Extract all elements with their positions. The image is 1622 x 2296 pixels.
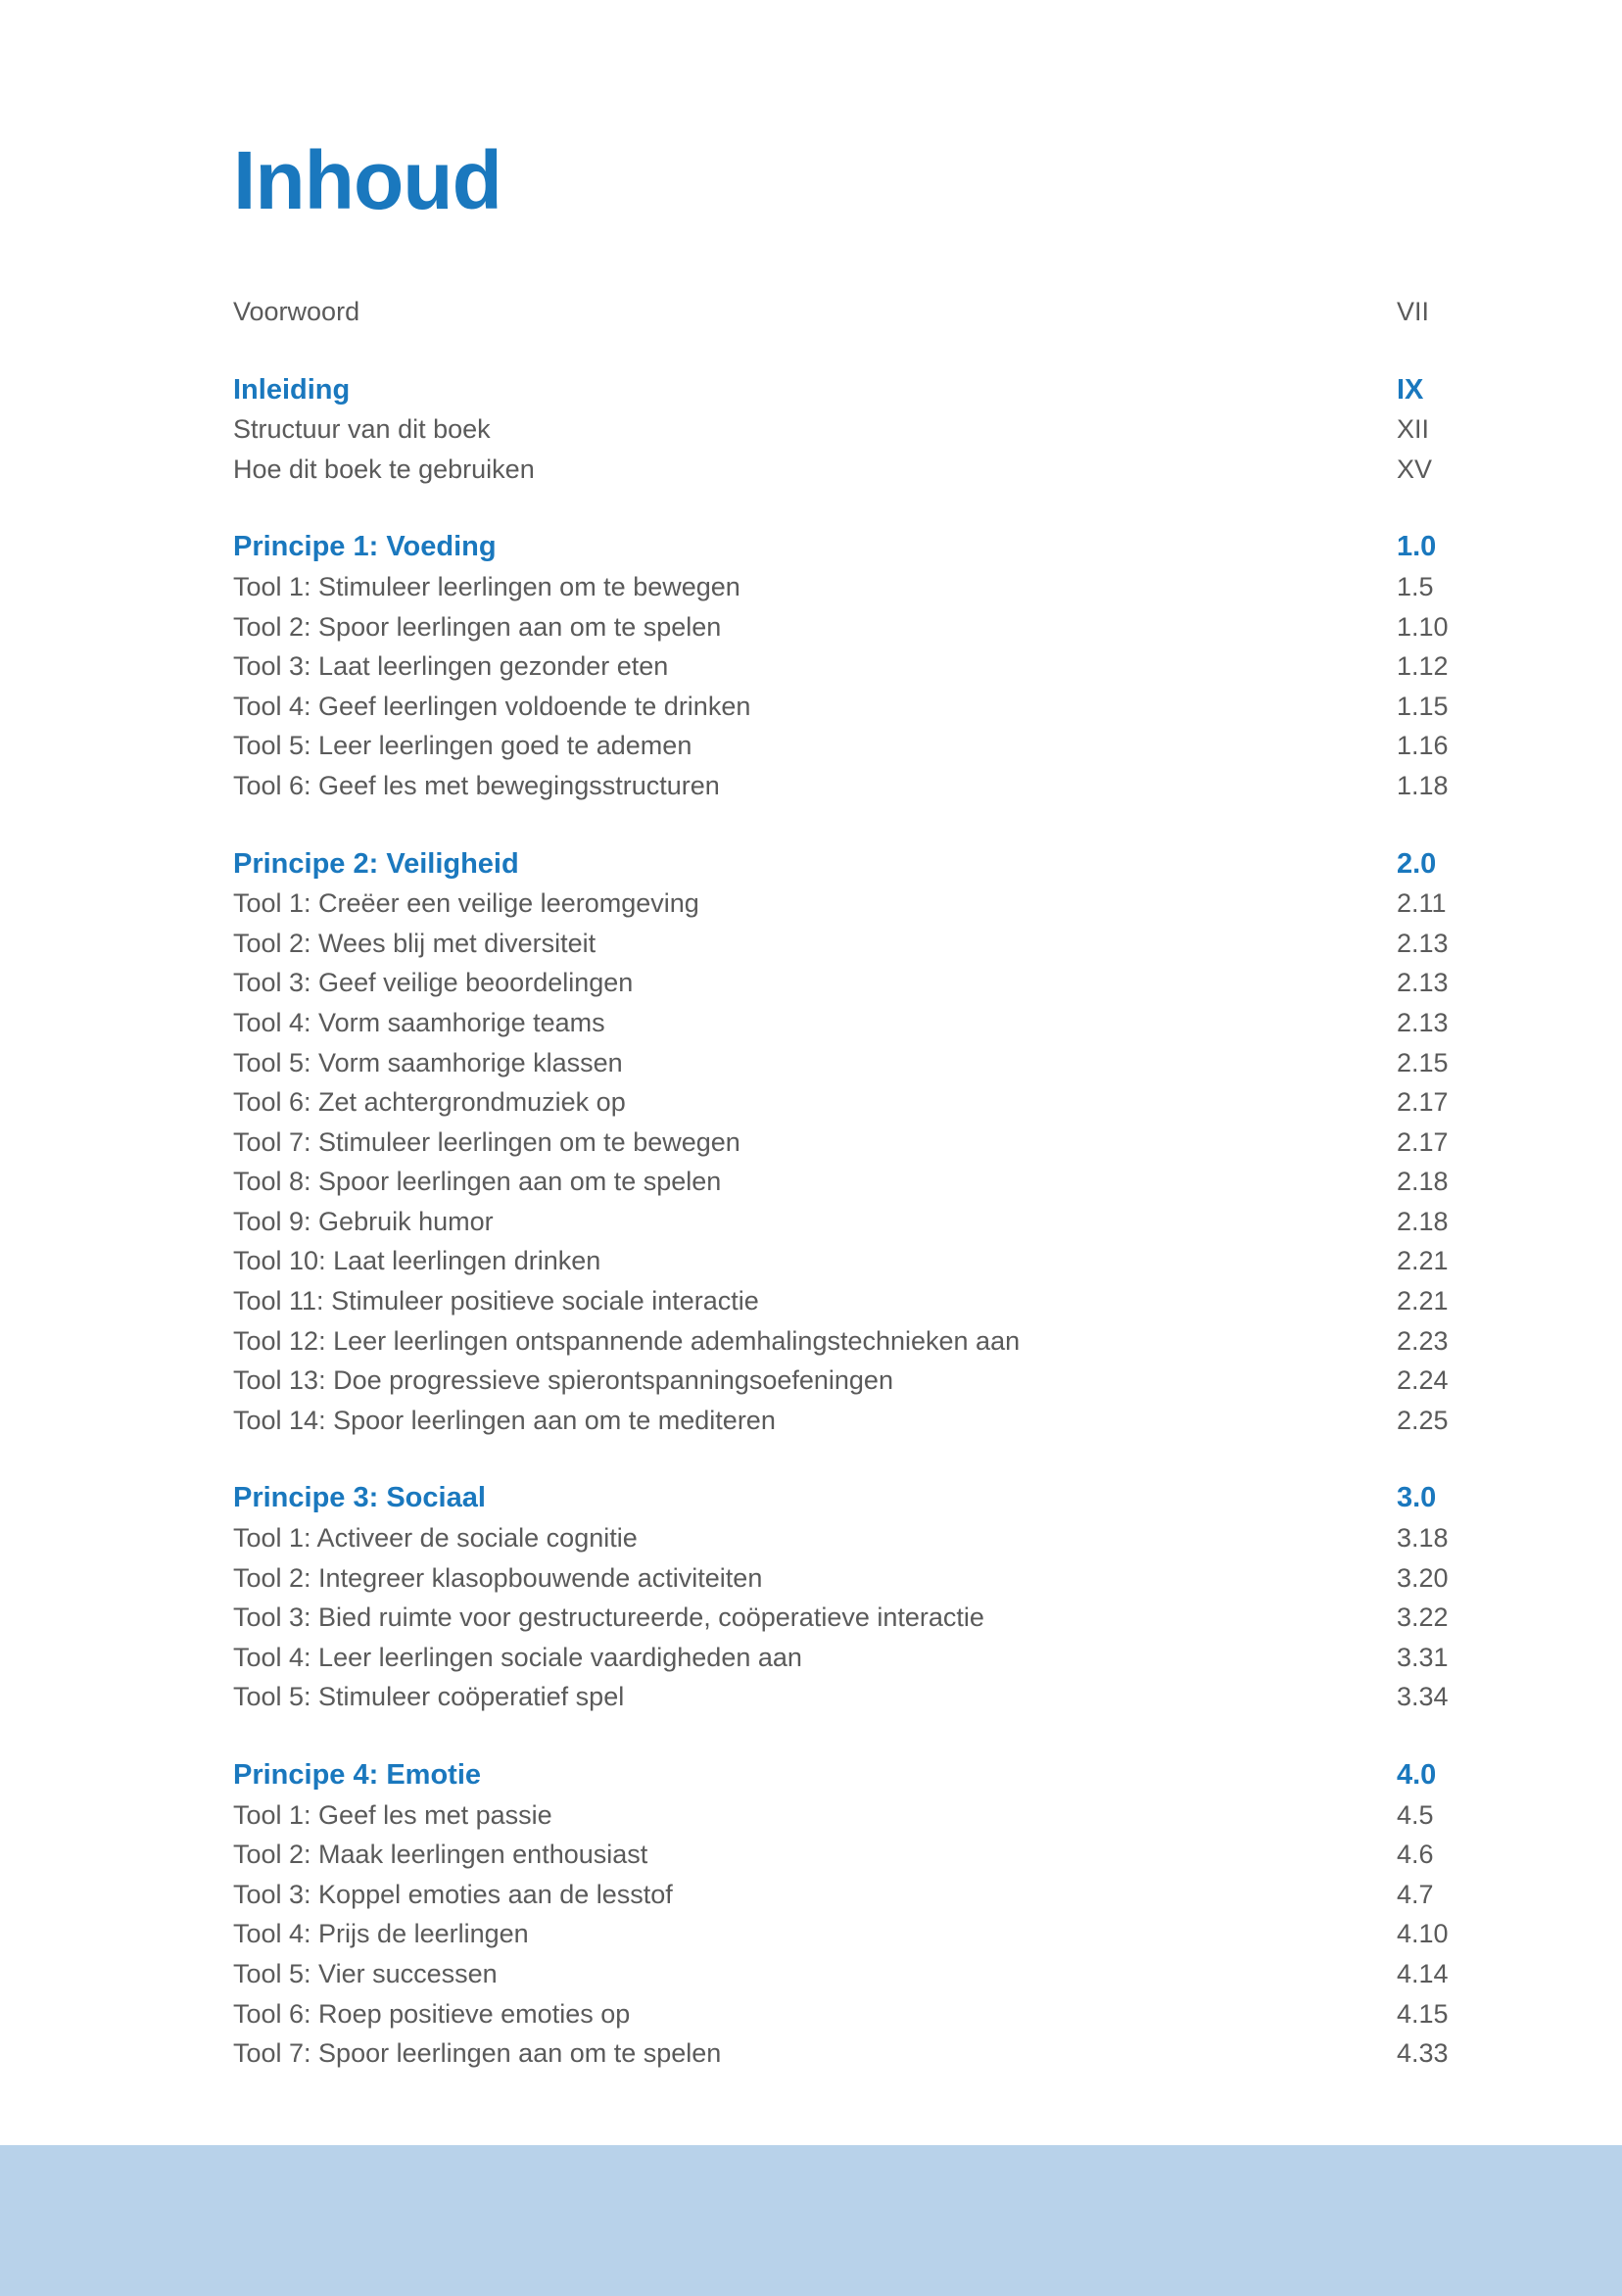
toc-entry[interactable] xyxy=(233,1875,1448,1915)
toc-entry-label: Tool 3: Laat leerlingen gezonder eten xyxy=(233,651,669,682)
toc-entry-label: Tool 1: Geef les met passie xyxy=(233,1799,552,1830)
toc-entry-page: 1.12 xyxy=(1397,651,1449,682)
footer-band xyxy=(0,2145,1622,2296)
toc-entry-page: 3.31 xyxy=(1397,1642,1449,1672)
toc-entry[interactable] xyxy=(233,1835,1448,1875)
toc-entry-label: Tool 3: Geef veilige beoordelingen xyxy=(233,968,634,998)
toc-entry-page: 2.21 xyxy=(1397,1286,1449,1316)
toc-entry[interactable] xyxy=(233,1241,1448,1281)
toc-heading-label: Inleiding xyxy=(233,373,351,406)
toc-entry-label: Tool 7: Spoor leerlingen aan om te spelen xyxy=(233,2038,722,2069)
toc-heading-page: IX xyxy=(1397,373,1424,406)
toc-heading-label: Principe 3: Sociaal xyxy=(233,1482,486,1514)
toc-section-heading[interactable] xyxy=(233,1755,1448,1795)
toc-entry[interactable] xyxy=(233,1677,1448,1717)
toc-entry-label: Tool 3: Koppel emoties aan de lesstof xyxy=(233,1879,673,1909)
toc-heading-label: Principe 1: Voeding xyxy=(233,531,497,563)
toc-entry-page: 3.22 xyxy=(1397,1602,1449,1633)
toc-entry-label: Tool 5: Vier successen xyxy=(233,1958,498,1988)
toc-entry-label: Tool 8: Spoor leerlingen aan om te spelen xyxy=(233,1167,722,1197)
toc-entry[interactable] xyxy=(233,726,1448,766)
toc-entry-page: 2.18 xyxy=(1397,1206,1449,1236)
toc-entry-label: Tool 5: Vorm saamhorige klassen xyxy=(233,1047,623,1077)
toc-section-principe-4 xyxy=(233,1755,1448,2074)
toc-entry-page: 1.16 xyxy=(1397,731,1449,761)
toc-entry-page: 2.13 xyxy=(1397,1007,1449,1037)
toc-entry-label: Tool 12: Leer leerlingen ontspannende ademhalingstechnieken aan xyxy=(233,1325,1021,1356)
toc-entry-page: 3.34 xyxy=(1397,1682,1449,1712)
toc-entry[interactable] xyxy=(233,687,1448,727)
toc-entry-label: Structuur van dit boek xyxy=(233,414,491,445)
toc-entry-page: 4.14 xyxy=(1397,1958,1449,1988)
toc-entry-page: 2.21 xyxy=(1397,1246,1449,1276)
toc-entry-label: Tool 6: Roep positieve emoties op xyxy=(233,1998,631,2029)
toc-entry[interactable] xyxy=(233,1281,1448,1321)
toc-entry-label: Tool 2: Wees blij met diversiteit xyxy=(233,928,596,958)
toc-heading-page: 2.0 xyxy=(1397,847,1437,880)
toc-section-principe-3 xyxy=(233,1478,1448,1717)
toc-entry-label: Tool 4: Vorm saamhorige teams xyxy=(233,1007,605,1037)
toc-entry-page: 4.7 xyxy=(1397,1879,1434,1909)
toc-entry[interactable] xyxy=(233,1361,1448,1401)
toc-section-principe-1 xyxy=(233,527,1448,805)
toc-entry-label: Tool 4: Prijs de leerlingen xyxy=(233,1919,529,1949)
toc-entry-page: 2.15 xyxy=(1397,1047,1449,1077)
toc-entry[interactable] xyxy=(233,1401,1448,1441)
toc-entry[interactable] xyxy=(233,766,1448,806)
toc-entry[interactable] xyxy=(233,1598,1448,1638)
toc-entry-label: Hoe dit boek te gebruiken xyxy=(233,454,535,484)
toc-heading-page: 4.0 xyxy=(1397,1759,1437,1791)
toc-entry-label: Voorwoord xyxy=(233,297,360,326)
toc-section-heading[interactable] xyxy=(233,370,1448,410)
toc-heading-page: 3.0 xyxy=(1397,1482,1437,1514)
toc-entry-page: VII xyxy=(1397,297,1430,326)
toc-entry-label: Tool 3: Bied ruimte voor gestructureerde, coöperatieve interactie xyxy=(233,1602,984,1633)
toc-entry[interactable] xyxy=(233,1082,1448,1123)
table-of-contents xyxy=(233,292,1448,2074)
toc-entry-label: Tool 4: Geef leerlingen voldoende te drinken xyxy=(233,691,751,721)
toc-entry[interactable] xyxy=(233,2033,1448,2074)
toc-entry[interactable] xyxy=(233,1994,1448,2034)
toc-entry[interactable] xyxy=(233,963,1448,1003)
toc-entry-page: 2.23 xyxy=(1397,1325,1449,1356)
toc-section-heading[interactable] xyxy=(233,527,1448,567)
toc-entry-label: Tool 11: Stimuleer positieve sociale interactie xyxy=(233,1286,759,1316)
toc-entry-page: 1.18 xyxy=(1397,770,1449,800)
toc-entry-label: Tool 1: Activeer de sociale cognitie xyxy=(233,1523,638,1554)
toc-entry-label: Tool 7: Stimuleer leerlingen om te bewegen xyxy=(233,1126,740,1157)
toc-heading-page: 1.0 xyxy=(1397,531,1437,563)
toc-entry-page: 3.18 xyxy=(1397,1523,1449,1554)
toc-entry-page: 2.13 xyxy=(1397,928,1449,958)
toc-entry-label: Tool 2: Spoor leerlingen aan om te spelen xyxy=(233,611,722,642)
toc-entry[interactable] xyxy=(233,1954,1448,1994)
toc-entry-page: 3.20 xyxy=(1397,1562,1449,1593)
toc-entry-page: 1.15 xyxy=(1397,691,1449,721)
toc-heading-label: Principe 4: Emotie xyxy=(233,1759,482,1791)
toc-entry[interactable] xyxy=(233,1321,1448,1362)
toc-entry[interactable] xyxy=(233,567,1448,607)
toc-entry-label: Tool 5: Leer leerlingen goed te ademen xyxy=(233,731,692,761)
toc-entry-label: Tool 6: Zet achtergrondmuziek op xyxy=(233,1087,626,1118)
toc-entry-page: 1.5 xyxy=(1397,571,1434,601)
toc-entry-page: 2.17 xyxy=(1397,1087,1449,1118)
toc-entry-page: XV xyxy=(1397,454,1433,484)
toc-entry-page: 4.10 xyxy=(1397,1919,1449,1949)
toc-entry-page: 2.13 xyxy=(1397,968,1449,998)
toc-heading-label: Principe 2: Veiligheid xyxy=(233,847,519,880)
toc-entry[interactable] xyxy=(233,1162,1448,1202)
toc-entry[interactable] xyxy=(233,1795,1448,1836)
toc-entry-voorwoord[interactable] xyxy=(233,292,1448,332)
toc-entry[interactable] xyxy=(233,1914,1448,1954)
toc-entry-page: 2.17 xyxy=(1397,1126,1449,1157)
toc-entry-page: 4.5 xyxy=(1397,1799,1434,1830)
toc-entry-page: 4.33 xyxy=(1397,2038,1449,2069)
toc-entry[interactable] xyxy=(233,1123,1448,1163)
toc-entry-label: Tool 5: Stimuleer coöperatief spel xyxy=(233,1682,625,1712)
toc-entry-page: XII xyxy=(1397,414,1430,445)
toc-entry[interactable] xyxy=(233,1558,1448,1599)
toc-entry-label: Tool 10: Laat leerlingen drinken xyxy=(233,1246,601,1276)
toc-entry-label: Tool 9: Gebruik humor xyxy=(233,1206,494,1236)
page-title: Inhoud xyxy=(233,134,501,226)
toc-entry-page: 4.15 xyxy=(1397,1998,1449,2029)
toc-entry[interactable] xyxy=(233,450,1448,490)
toc-entry-page: 2.18 xyxy=(1397,1167,1449,1197)
toc-entry-page: 2.11 xyxy=(1397,888,1447,919)
toc-entry-page: 1.10 xyxy=(1397,611,1449,642)
toc-entry-label: Tool 4: Leer leerlingen sociale vaardigheden aan xyxy=(233,1642,802,1672)
toc-section-inleiding xyxy=(233,370,1448,490)
toc-entry[interactable] xyxy=(233,1003,1448,1043)
toc-entry-page: 2.25 xyxy=(1397,1405,1449,1435)
toc-entry-label: Tool 2: Integreer klasopbouwende activiteiten xyxy=(233,1562,763,1593)
toc-entry[interactable] xyxy=(233,924,1448,964)
toc-entry[interactable] xyxy=(233,607,1448,647)
toc-section-heading[interactable] xyxy=(233,1478,1448,1518)
toc-entry-label: Tool 1: Stimuleer leerlingen om te bewegen xyxy=(233,571,740,601)
toc-section-principe-2 xyxy=(233,844,1448,1441)
toc-entry-label: Tool 13: Doe progressieve spierontspanningsoefeningen xyxy=(233,1365,893,1396)
toc-entry-label: Tool 14: Spoor leerlingen aan om te mediteren xyxy=(233,1405,776,1435)
toc-section-heading[interactable] xyxy=(233,844,1448,885)
toc-entry[interactable] xyxy=(233,884,1448,924)
toc-entry[interactable] xyxy=(233,409,1448,450)
toc-entry[interactable] xyxy=(233,646,1448,687)
toc-entry-label: Tool 2: Maak leerlingen enthousiast xyxy=(233,1840,648,1870)
toc-entry-page: 2.24 xyxy=(1397,1365,1449,1396)
toc-entry-label: Tool 1: Creëer een veilige leeromgeving xyxy=(233,888,699,919)
toc-entry[interactable] xyxy=(233,1043,1448,1083)
toc-entry[interactable] xyxy=(233,1638,1448,1678)
toc-entry-label: Tool 6: Geef les met bewegingsstructuren xyxy=(233,770,720,800)
toc-entry[interactable] xyxy=(233,1202,1448,1242)
toc-entry-page: 4.6 xyxy=(1397,1840,1434,1870)
toc-entry[interactable] xyxy=(233,1518,1448,1558)
